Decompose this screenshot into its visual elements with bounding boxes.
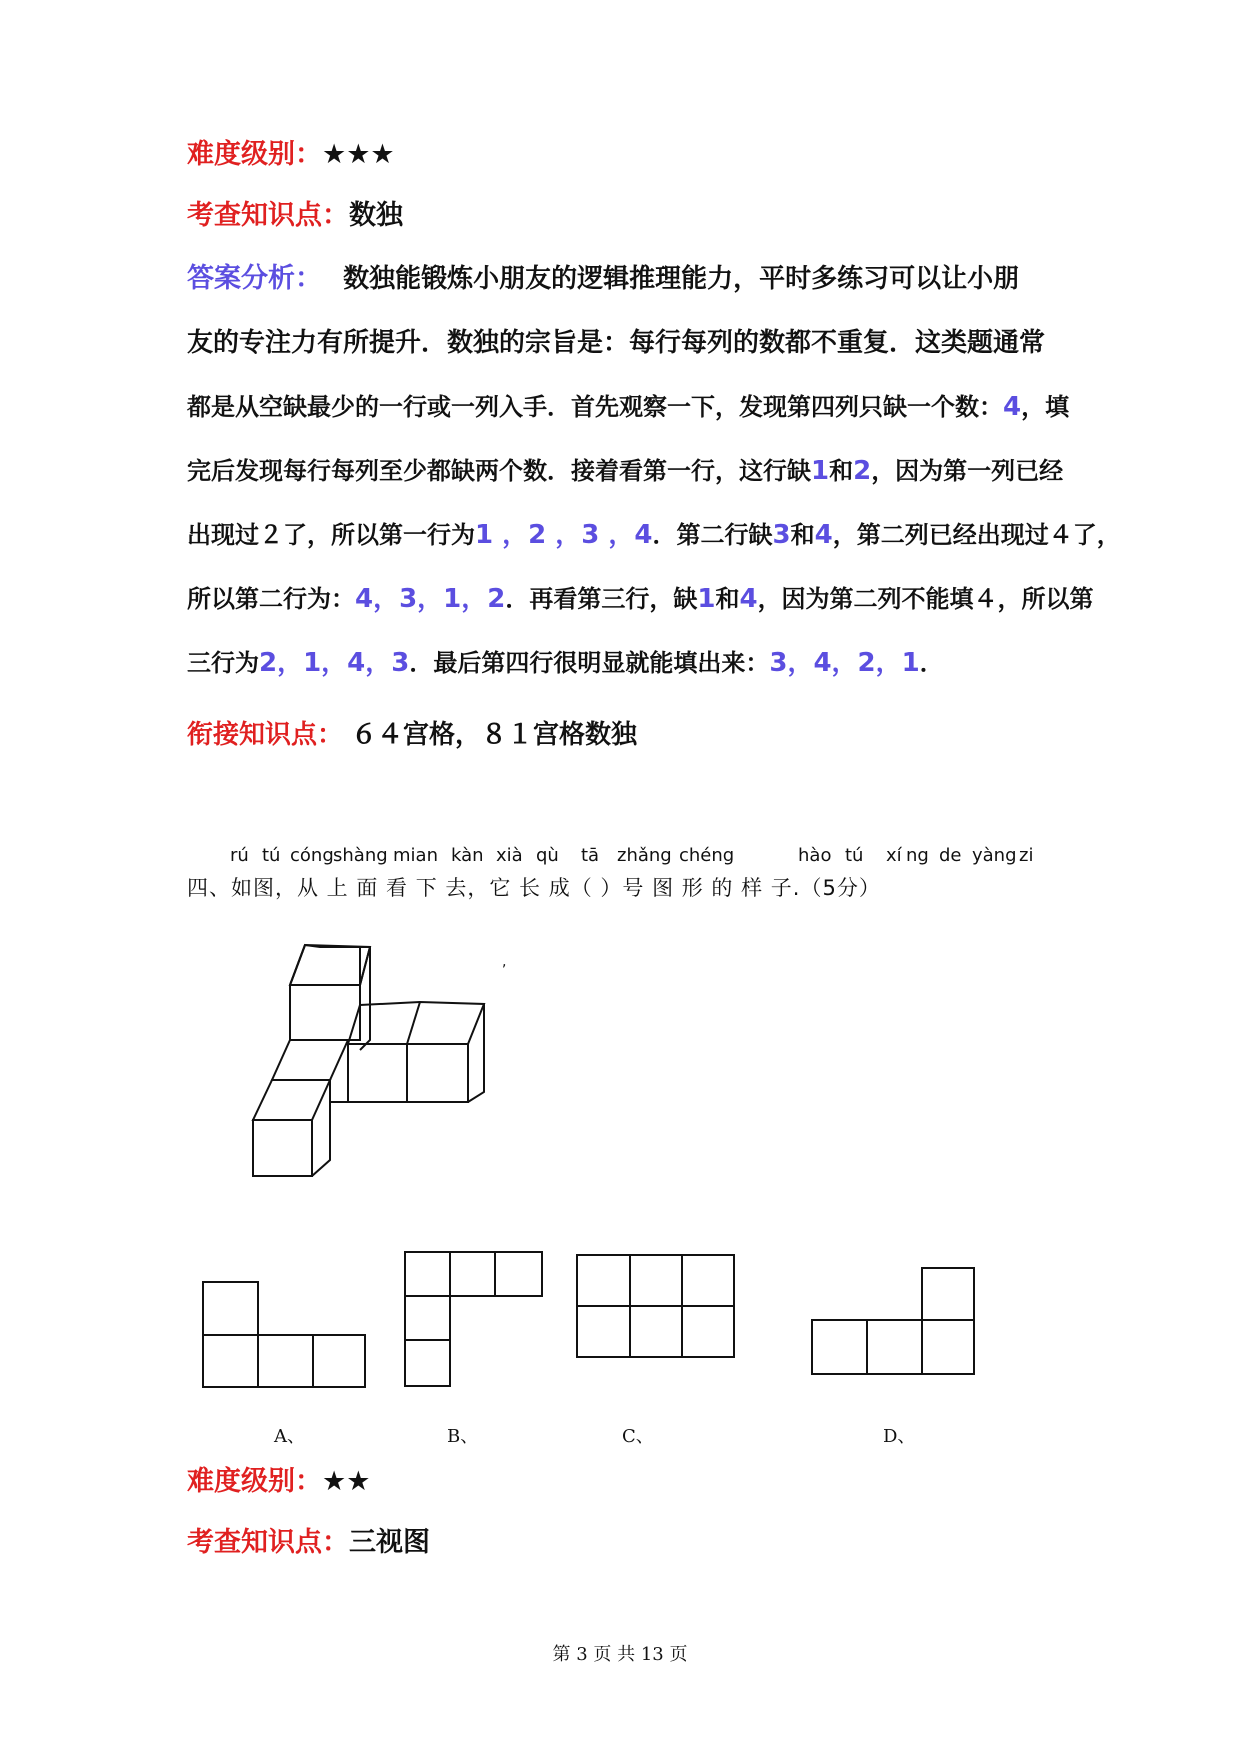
pinyin: qù xyxy=(536,845,559,866)
pinyin: xià xyxy=(496,845,523,866)
pinyin: xí xyxy=(886,845,902,866)
analysis-label: 答案分析： xyxy=(187,263,322,294)
difficulty-stars: ★★ xyxy=(322,1466,371,1497)
svg-text:,: , xyxy=(502,954,507,970)
analysis-text: ． xyxy=(919,649,944,677)
pinyin: kàn xyxy=(451,845,484,866)
knowledge-value: 数独 xyxy=(349,200,403,231)
answer-value: 1 xyxy=(697,584,716,614)
analysis-text: 三行为 xyxy=(187,649,259,677)
pinyin: de xyxy=(939,845,962,866)
answer-value: 1 xyxy=(811,456,830,486)
pinyin: hào xyxy=(798,845,832,866)
difficulty-label: 难度级别： xyxy=(187,1466,322,1497)
pinyin: tú xyxy=(262,845,281,866)
question-4-text: 四、如图，从 上 面 看 下 去，它 长 成（ ）号 图 形 的 样 子.（5分） xyxy=(187,876,881,900)
answer-value: 4 xyxy=(814,520,833,550)
pinyin: shàng xyxy=(333,845,388,866)
analysis-text: 数独能锻炼小朋友的逻辑推理能力，平时多练习可以让小朋 xyxy=(343,264,1020,294)
knowledge-label: 考查知识点： xyxy=(187,200,349,231)
analysis-text: 友的专注力有所提升．数独的宗旨是：每行每列的数都不重复．这类题通常 xyxy=(187,328,1046,358)
analysis-text: 和 xyxy=(790,521,815,549)
difficulty-label: 难度级别： xyxy=(187,139,322,170)
link-value: ６４宫格，８１宫格数独 xyxy=(351,720,638,750)
pinyin: ng xyxy=(906,845,929,866)
option-c-label[interactable]: C、 xyxy=(622,1426,654,1447)
analysis-text: 都是从空缺最少的一行或一列入手．首先观察一下，发现第四列只缺一个数： xyxy=(187,393,1003,421)
pinyin: tú xyxy=(845,845,864,866)
answer-value: 4 xyxy=(1003,392,1022,422)
analysis-text: 完后发现每行每列至少都缺两个数．接着看第一行，这行缺 xyxy=(187,457,811,485)
pinyin: tā xyxy=(581,845,600,866)
analysis-text: 出现过２了，所以第一行为 xyxy=(187,521,475,549)
analysis-text: ，第二列已经出现过４了， xyxy=(832,521,1121,549)
knowledge-label: 考查知识点： xyxy=(187,1527,349,1558)
pinyin: mian xyxy=(393,845,438,866)
analysis-text: ，填 xyxy=(1021,393,1070,421)
option-d-label[interactable]: D、 xyxy=(883,1426,916,1447)
answer-value: 4，3，1，2 xyxy=(355,584,506,614)
pinyin: yàng xyxy=(972,845,1017,866)
pinyin: cóng xyxy=(290,845,334,866)
pinyin: rú xyxy=(230,845,249,866)
analysis-text: 和 xyxy=(829,457,854,485)
knowledge-row-2 xyxy=(187,1523,430,1563)
difficulty-stars: ★★★ xyxy=(322,139,395,170)
answer-value: 3 xyxy=(772,520,791,550)
answer-value: 1 ，2 ，3 ，4 xyxy=(475,520,653,550)
analysis-text: 和 xyxy=(715,585,740,613)
answer-value: 2 xyxy=(853,456,872,486)
option-a-label[interactable]: A、 xyxy=(274,1426,305,1447)
difficulty-row-2 xyxy=(187,1462,370,1502)
analysis-text: ，因为第一列已经 xyxy=(871,457,1064,485)
option-b-label[interactable]: B、 xyxy=(447,1426,479,1447)
pinyin: chéng xyxy=(679,845,735,866)
pinyin: zhǎng xyxy=(617,845,672,866)
pinyin: zi xyxy=(1019,845,1034,866)
analysis-text: 所以第二行为： xyxy=(187,585,355,613)
analysis-text: ．再看第三行，缺 xyxy=(505,585,698,613)
knowledge-value: 三视图 xyxy=(349,1527,430,1558)
analysis-text: ．第二行缺 xyxy=(652,521,773,549)
link-label: 衔接知识点： xyxy=(187,720,344,750)
page-footer: 第 3 页 共 13 页 xyxy=(552,1644,688,1665)
answer-value: 2，1，4，3 xyxy=(259,648,410,678)
answer-value: 3，4，2，1 xyxy=(769,648,920,678)
analysis-text: ，因为第二列不能填４，所以第 xyxy=(757,585,1094,613)
answer-value: 4 xyxy=(739,584,758,614)
analysis-text: ．最后第四行很明显就能填出来： xyxy=(409,649,770,677)
